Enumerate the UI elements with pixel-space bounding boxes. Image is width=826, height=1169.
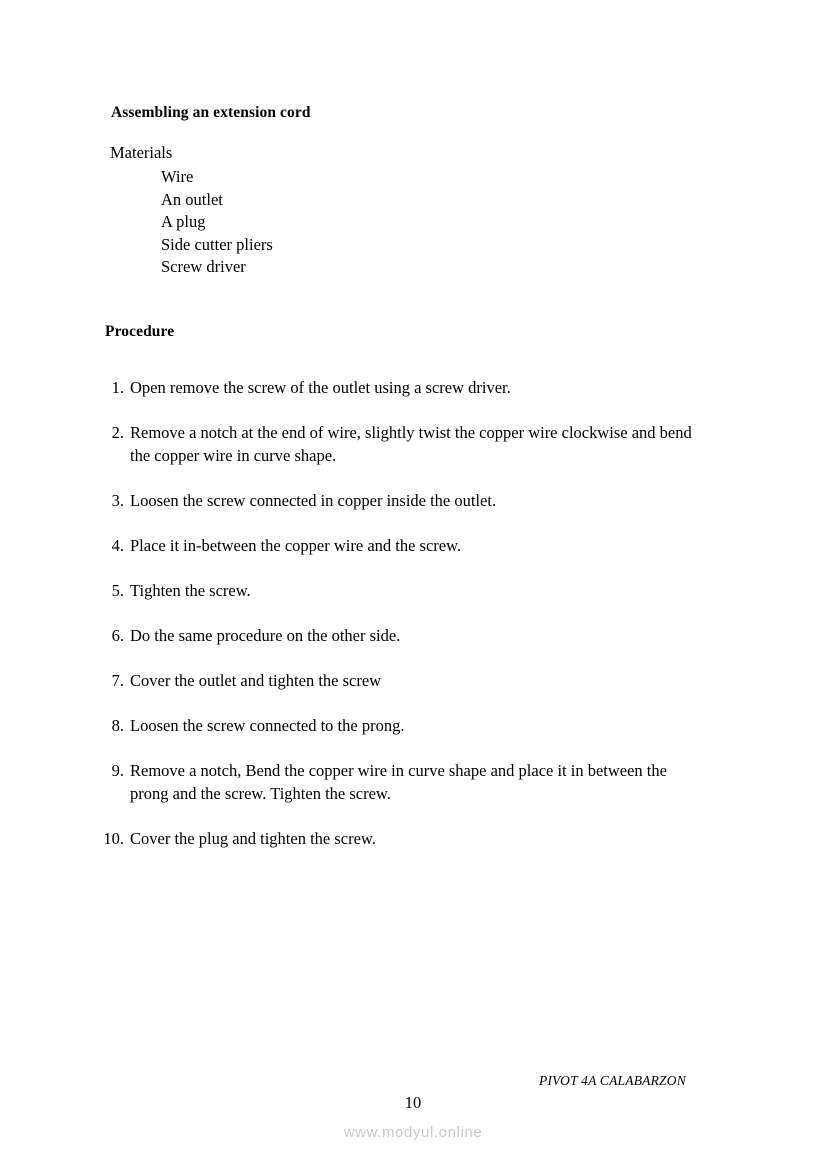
step-text: Remove a notch, Bend the copper wire in curve shape and place it in between the prong and the screw. Tighten the screw.: [130, 761, 667, 803]
step-number: 7.: [111, 671, 124, 690]
step-text: Do the same procedure on the other side.: [130, 626, 401, 645]
list-item: [100, 376, 700, 399]
step-text: Cover the plug and tighten the screw.: [130, 829, 376, 848]
list-item: [100, 624, 700, 647]
list-item: Side cutter pliers: [161, 234, 273, 254]
step-text: Remove a notch at the end of wire, slightly twist the copper wire clockwise and bend the copper wire in curve shape.: [130, 423, 692, 465]
list-item: [100, 579, 700, 602]
list-item: [100, 421, 700, 467]
step-number: 8.: [111, 716, 124, 735]
list-item: Screw driver: [161, 257, 246, 277]
list-item: [100, 669, 700, 692]
list-item: [100, 759, 700, 805]
step-number: 5.: [111, 581, 124, 600]
step-text: Tighten the screw.: [130, 581, 251, 600]
list-item: [100, 534, 700, 557]
step-number: 10.: [103, 829, 124, 848]
step-text: Place it in-between the copper wire and the screw.: [130, 536, 462, 555]
step-number: 3.: [111, 491, 124, 510]
footer-note: PIVOT 4A CALABARZON: [539, 1073, 686, 1088]
list-item: A plug: [161, 212, 206, 232]
list-item: Wire: [161, 167, 194, 186]
materials-label: Materials: [110, 143, 173, 162]
step-text: Loosen the screw connected to the prong.: [130, 716, 405, 735]
page-number: 10: [404, 1093, 422, 1112]
list-item: [100, 827, 700, 850]
step-text: Cover the outlet and tighten the screw: [130, 671, 382, 690]
step-number: 1.: [111, 378, 124, 397]
step-text: Open remove the screw of the outlet using a screw driver.: [130, 378, 511, 397]
list-item: [100, 714, 700, 737]
step-number: 6.: [111, 626, 124, 645]
step-number: 9.: [111, 761, 124, 780]
materials-list: [161, 166, 273, 279]
list-item: An outlet: [161, 189, 223, 209]
procedure-label: Procedure: [105, 323, 175, 340]
step-text: Loosen the screw connected in copper inside the outlet.: [130, 491, 497, 510]
step-number: 2.: [111, 423, 124, 442]
page-title: Assembling an extension cord: [111, 104, 311, 121]
list-item: [100, 489, 700, 512]
step-number: 4.: [111, 536, 124, 555]
watermark: www.modyul.online: [343, 1124, 483, 1141]
procedure-steps: [100, 376, 700, 872]
